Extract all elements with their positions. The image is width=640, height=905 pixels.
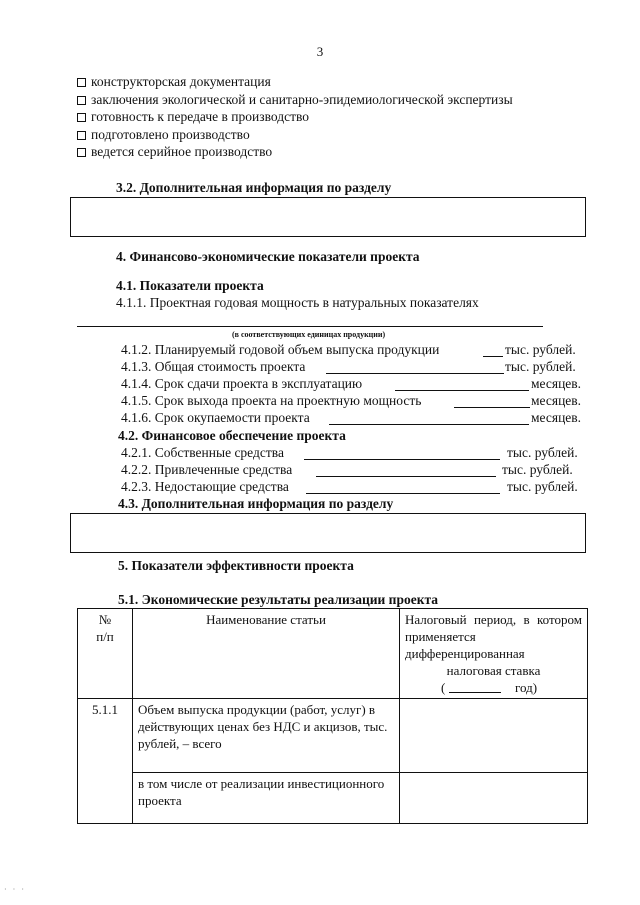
item-4-1-3 [121,359,586,377]
item-4-2-3 [121,479,586,497]
item-unit: тыс. рублей. [507,479,578,494]
capacity-input-line[interactable] [77,326,543,327]
checklist-label: готовность к передаче в производство [91,109,310,124]
item-4-1-5 [121,393,586,411]
item-4-1-4 [121,376,586,394]
section-4-title: 4. Финансово-экономические показатели проекта [116,249,420,264]
section-4-1-title: 4.1. Показатели проекта [116,278,264,293]
item-4-1-2 [121,342,586,360]
item-label: 4.1.4. Срок сдачи проекта в эксплуатацию [121,376,363,391]
table-header-row [78,609,588,699]
value-field[interactable] [326,373,504,374]
section-3-2-textbox[interactable] [70,197,586,237]
checkbox-icon[interactable] [77,148,86,157]
item-label: 4.1.6. Срок окупаемости проекта [121,410,310,425]
row-name: Объем выпуска продукции (работ, услуг) в действующих ценах без НДС и акцизов, тыс. рублей, – всего [133,699,400,773]
item-4-1-6 [121,410,586,428]
item-unit: месяцев. [531,376,582,391]
row-value-cell[interactable] [400,772,588,823]
row-num: 5.1.1 [78,699,133,824]
section-5-1-title: 5.1. Экономические результаты реализации проекта [118,592,439,607]
scan-artifact: · · · [4,885,26,894]
value-field[interactable] [395,390,529,391]
item-label: 4.2.1. Собственные средства [121,445,284,460]
item-label: 4.1.2. Планируемый годовой объем выпуска продукции [121,342,440,357]
checkbox-icon[interactable] [77,131,86,140]
value-field[interactable] [304,459,500,460]
item-4-2-1 [121,445,586,463]
value-field[interactable] [306,493,500,494]
section-3-2-title: 3.2. Дополнительная информация по разделу [116,180,392,195]
section-4-3-textbox[interactable] [70,513,586,553]
row-name: в том числе от реализации инвестиционного проекта [133,772,400,823]
checklist-item[interactable] [77,74,271,90]
value-field[interactable] [329,424,529,425]
section-4-3-title: 4.3. Дополнительная информация по разделу [118,496,394,511]
item-4-2-2 [121,462,586,480]
table-row [78,772,588,823]
checklist-item[interactable] [77,127,250,143]
section-5-title: 5. Показатели эффективности проекта [118,558,354,573]
header-num: № п/п [78,609,133,699]
value-field[interactable] [483,356,503,357]
economic-results-table [77,608,588,824]
header-period: Налоговый период, в котором применяется дифференцированная налоговая ставка ( год) [400,609,588,699]
checkbox-icon[interactable] [77,96,86,105]
checklist-item[interactable] [77,92,513,108]
checklist-label: ведется серийное производство [91,144,273,159]
item-label: 4.1.3. Общая стоимость проекта [121,359,306,374]
item-label: 4.2.3. Недостающие средства [121,479,289,494]
capacity-note: (в соответствующих единицах продукции) [232,330,386,339]
table-row [78,699,588,773]
section-4-2-title: 4.2. Финансовое обеспечение проекта [118,428,346,443]
checklist-item[interactable] [77,109,309,125]
value-field[interactable] [454,407,530,408]
item-unit: тыс. рублей. [505,359,576,374]
checklist-label: заключения экологической и санитарно-эпидемиологической экспертизы [91,92,513,107]
checklist-item[interactable] [77,144,272,160]
item-label: 4.2.2. Привлеченные средства [121,462,293,477]
checkbox-icon[interactable] [77,78,86,87]
page-number: 3 [316,44,324,59]
item-4-1-1: 4.1.1. Проектная годовая мощность в натуральных показателях [116,295,479,310]
checklist-label: подготовлено производство [91,127,250,142]
item-unit: тыс. рублей. [507,445,578,460]
year-field[interactable] [449,692,501,693]
item-unit: тыс. рублей. [502,462,573,477]
row-value-cell[interactable] [400,699,588,773]
item-label: 4.1.5. Срок выхода проекта на проектную мощность [121,393,422,408]
item-unit: месяцев. [531,410,582,425]
checkbox-icon[interactable] [77,113,86,122]
value-field[interactable] [316,476,496,477]
header-name: Наименование статьи [133,609,400,699]
item-unit: тыс. рублей. [505,342,576,357]
item-unit: месяцев. [531,393,582,408]
checklist-label: конструкторская документация [91,74,271,89]
